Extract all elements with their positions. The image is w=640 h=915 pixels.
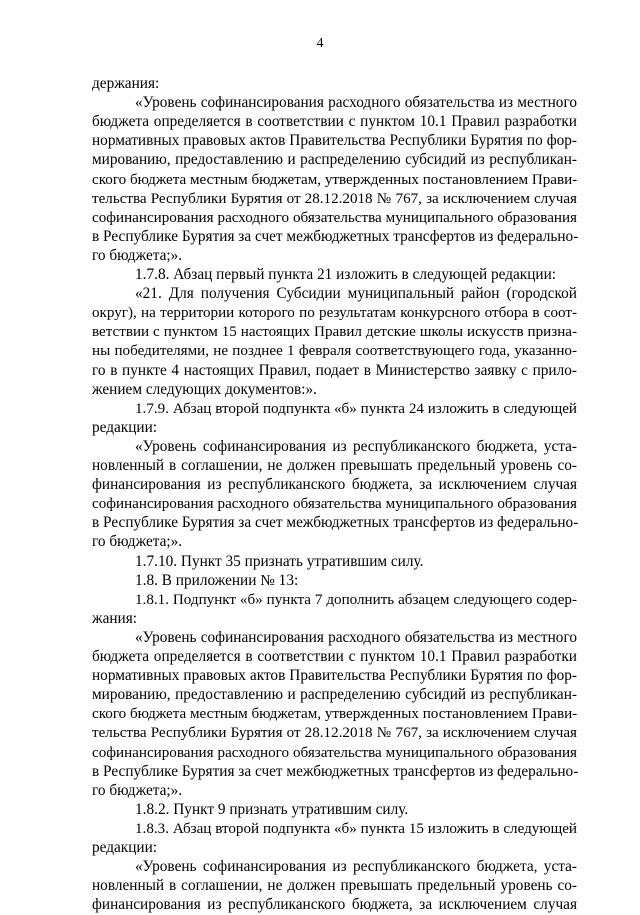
text-line: софинансирования расходного обязательства муниципального образования [92, 209, 577, 226]
text-line: «Уровень софинансирования расходного обязательства из местного [135, 94, 577, 112]
text-line: го бюджета;». [92, 246, 183, 264]
text-line: софинансирования расходного обязательства муниципального образования [92, 496, 577, 513]
text-line: нормативных правовых актов Правительства Республики Бурятия по фор- [92, 132, 577, 150]
text-line: жением следующих документов:». [92, 380, 317, 398]
text-line: новленный в соглашении, не должен превышать предельный уровень со- [92, 877, 577, 895]
text-line: го бюджета;». [92, 533, 183, 551]
text-line: финансирования из республиканского бюджета, за исключением случая [92, 476, 577, 494]
text-line: софинансирования расходного обязательства муниципального образования [92, 744, 577, 761]
text-line: ны победителями, не позднее 1 февраля соответствующего года, указанно- [92, 343, 577, 360]
text-line: ветствии с пунктом 15 настоящих Правил детские школы искусств призна- [92, 324, 577, 341]
text-line: 1.7.10. Пункт 35 признать утратившим силу. [135, 552, 424, 570]
text-line: в Республике Бурятия за счет межбюджетных трансфертов из федерально- [92, 762, 579, 780]
text-line: нормативных правовых актов Правительства Республики Бурятия по фор- [92, 667, 577, 685]
text-line: жания: [92, 609, 138, 627]
text-line: 1.7.9. Абзац второй подпункта «б» пункта 24 изложить в следующей [135, 400, 577, 417]
text-line: го бюджета;». [92, 781, 183, 799]
text-line: 1.8.2. Пункт 9 признать утратившим силу. [135, 800, 409, 818]
text-line: бюджета определяется в соответствии с пунктом 10.1 Правил разработки [92, 648, 577, 665]
text-line: «21. Для получения Субсидии муниципальный район (городской [135, 285, 577, 303]
text-line: мированию, предоставлению и распределению субсидий из республикан- [92, 686, 577, 704]
text-line: в Республике Бурятия за счет межбюджетных трансфертов из федерально- [92, 227, 579, 245]
text-line: тельства Республики Бурятия от 28.12.2018 № 767, за исключением случая [92, 725, 577, 742]
page-number: 4 [316, 36, 324, 51]
text-line: редакции: [92, 839, 158, 856]
text-line: новленный в соглашении, не должен превышать предельный уровень со- [92, 457, 577, 474]
text-line: «Уровень софинансирования из республиканского бюджета, уста- [135, 858, 577, 876]
text-line: тельства Республики Бурятия от 28.12.2018 № 767, за исключением случая [92, 190, 577, 207]
text-line: «Уровень софинансирования расходного обязательства из местного [135, 628, 577, 646]
text-line: финансирования из республиканского бюджета, за исключением случая [92, 896, 577, 914]
text-line: ского бюджета местным бюджетам, утвержденных постановлением Прави- [92, 171, 578, 188]
text-line: бюджета определяется в соответствии с пунктом 10.1 Правил разработки [92, 113, 577, 131]
text-line: редакции: [92, 418, 158, 436]
text-line: округ), на территории которого по результатам конкурсного отбора в соот- [92, 305, 577, 322]
text-line: 1.8.1. Подпункт «б» пункта 7 дополнить абзацем следующего содер- [135, 591, 577, 608]
text-line: 1.8. В приложении № 13: [135, 571, 299, 589]
text-line: 1.8.3. Абзац второй подпункта «б» пункта 15 изложить в следующей [135, 820, 577, 837]
text-line: в Республике Бурятия за счет межбюджетных трансфертов из федерально- [92, 514, 579, 532]
text-line: «Уровень софинансирования из республиканского бюджета, уста- [135, 437, 577, 455]
text-line: ского бюджета местным бюджетам, утвержденных постановлением Прави- [92, 706, 578, 723]
text-line: мированию, предоставлению и распределению субсидий из республикан- [92, 151, 577, 169]
text-line: держания: [92, 75, 160, 92]
text-line: го в пункте 4 настоящих Правил, подает в Министерство заявку с прило- [92, 361, 577, 379]
text-line: 1.7.8. Абзац первый пункта 21 изложить в следующей редакции: [135, 266, 557, 283]
